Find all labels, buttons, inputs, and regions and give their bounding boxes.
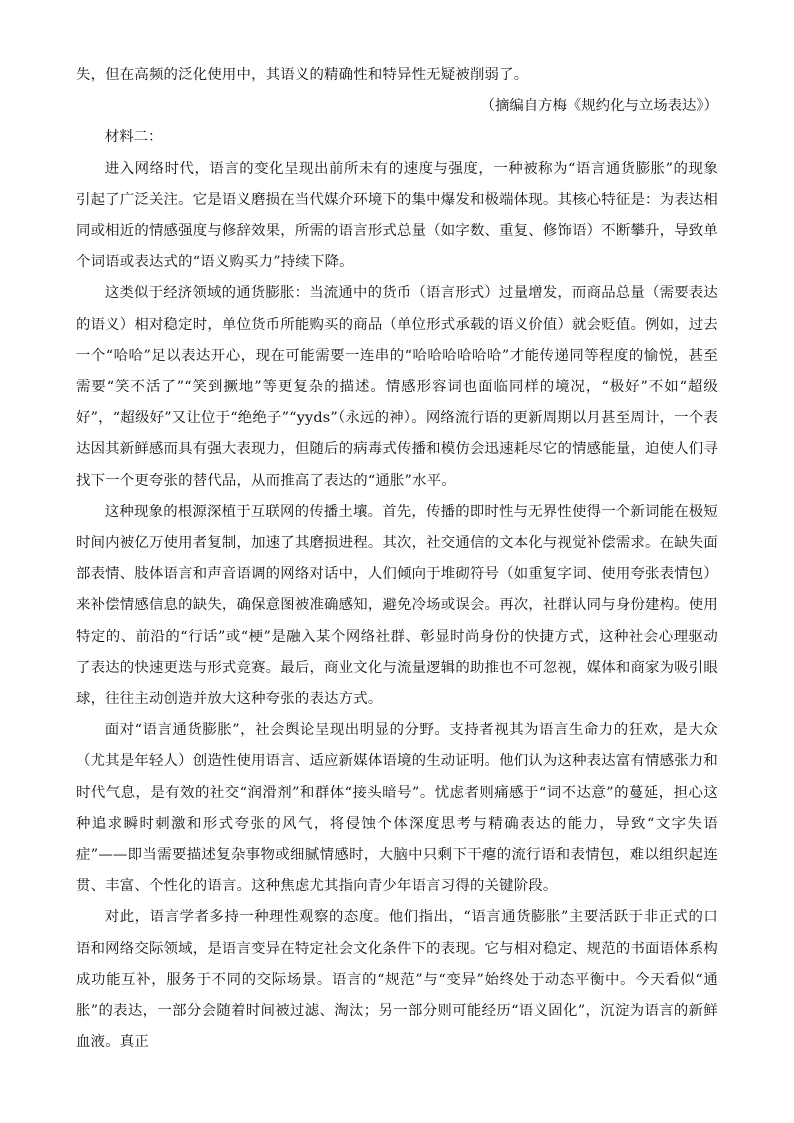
continuation-paragraph: 失，但在高频的泛化使用中，其语义的精确性和特异性无疑被削弱了。 [76, 67, 529, 83]
source-citation: （摘编自方梅《规约化与立场表达》） [480, 98, 718, 115]
body-paragraph: 对此，语言学者多持一种理性观察的态度。他们指出，“语言通货膨胀”主要活跃于非正式的口语和网络交际领域，是语言变异在特定社会文化条件下的表现。它与相对稳定、规范的书面语体系构成功能互补，服务于不同的交际场景。语言的“规范”与“变异”始终处于动态平衡中。今天看似“通胀”的表达，一部分会随着时间被过滤、淘汰；另一部分则可能经历“语义固化”，沉淀为语言的新鲜血液。真正 [76, 909, 718, 1051]
body-paragraph: 面对“语言通货膨胀”，社会舆论呈现出明显的分野。支持者视其为语言生命力的狂欢，是大众（尤其是年轻人）创造性使用语言、适应新媒体语境的生动证明。他们认为这种表达富有情感张力和时代气息，是有效的社交“润滑剂”和群体“接头暗号”。忧虑者则痛感于“词不达意”的蔓延，担心这种追求瞬时刺激和形式夸张的风气，将侵蚀个体深度思考与精确表达的能力，导致“文字失语症”——即当需要描述复杂事物或细腻情感时，大脑中只剩下干瘪的流行语和表情包，难以组织起连贯、丰富、个性化的语言。这种焦虑尤其指向青少年语言习得的关键阶段。 [76, 722, 718, 895]
document-page [76, 60, 718, 1059]
section-heading: 材料二： [104, 129, 163, 146]
body-paragraph: 进入网络时代，语言的变化呈现出前所未有的速度与强度，一种被称为“语言通货膨胀”的现象引起了广泛关注。它是语义磨损在当代媒介环境下的集中爆发和极端体现。其核心特征是：为表达相同或相近的情感强度与修辞效果，所需的语言形式总量（如字数、重复、修饰语）不断攀升，导致单个词语或表达式的“语义购买力”持续下降。 [76, 160, 718, 271]
body-paragraph: 这种现象的根源深植于互联网的传播土壤。首先，传播的即时性与无界性使得一个新词能在极短时间内被亿万使用者复制，加速了其磨损进程。其次，社交通信的文本化与视觉补偿需求。在缺失面部表情、肢体语言和声音语调的网络对话中，人们倾向于堆砌符号（如重复字词、使用夸张表情包）来补偿情感信息的缺失，确保意图被准确感知，避免冷场或误会。再次，社群认同与身份建构。使用特定的、前沿的“行话”或“梗”是融入某个网络社群、彰显时尚身份的快捷方式，这种社会心理驱动了表达的快速更迭与形式竞赛。最后，商业文化与流量逻辑的助推也不可忽视，媒体和商家为吸引眼球，往往主动创造并放大这种夸张的表达方式。 [76, 503, 718, 708]
body-paragraph: 这类似于经济领域的通货膨胀：当流通中的货币（语言形式）过量增发，而商品总量（需要表达的语义）相对稳定时，单位货币所能购买的商品（单位形式承载的语义价值）就会贬值。例如，过去一个“哈哈”足以表达开心，现在可能需要一连串的“哈哈哈哈哈哈”才能传递同等程度的愉悦，甚至需要“笑不活了”“笑到撅地”等更复杂的描述。情感形容词也面临同样的境况，“极好”不如“超级好”，“超级好”又让位于“绝绝子”“yyds”（永远的神）。网络流行语的更新周期以月甚至周计，一个表达因其新鲜感而具有强大表现力，但随后的病毒式传播和模仿会迅速耗尽它的情感能量，迫使人们寻找下一个更夸张的替代品，从而推高了表达的“通胀”水平。 [76, 285, 718, 489]
